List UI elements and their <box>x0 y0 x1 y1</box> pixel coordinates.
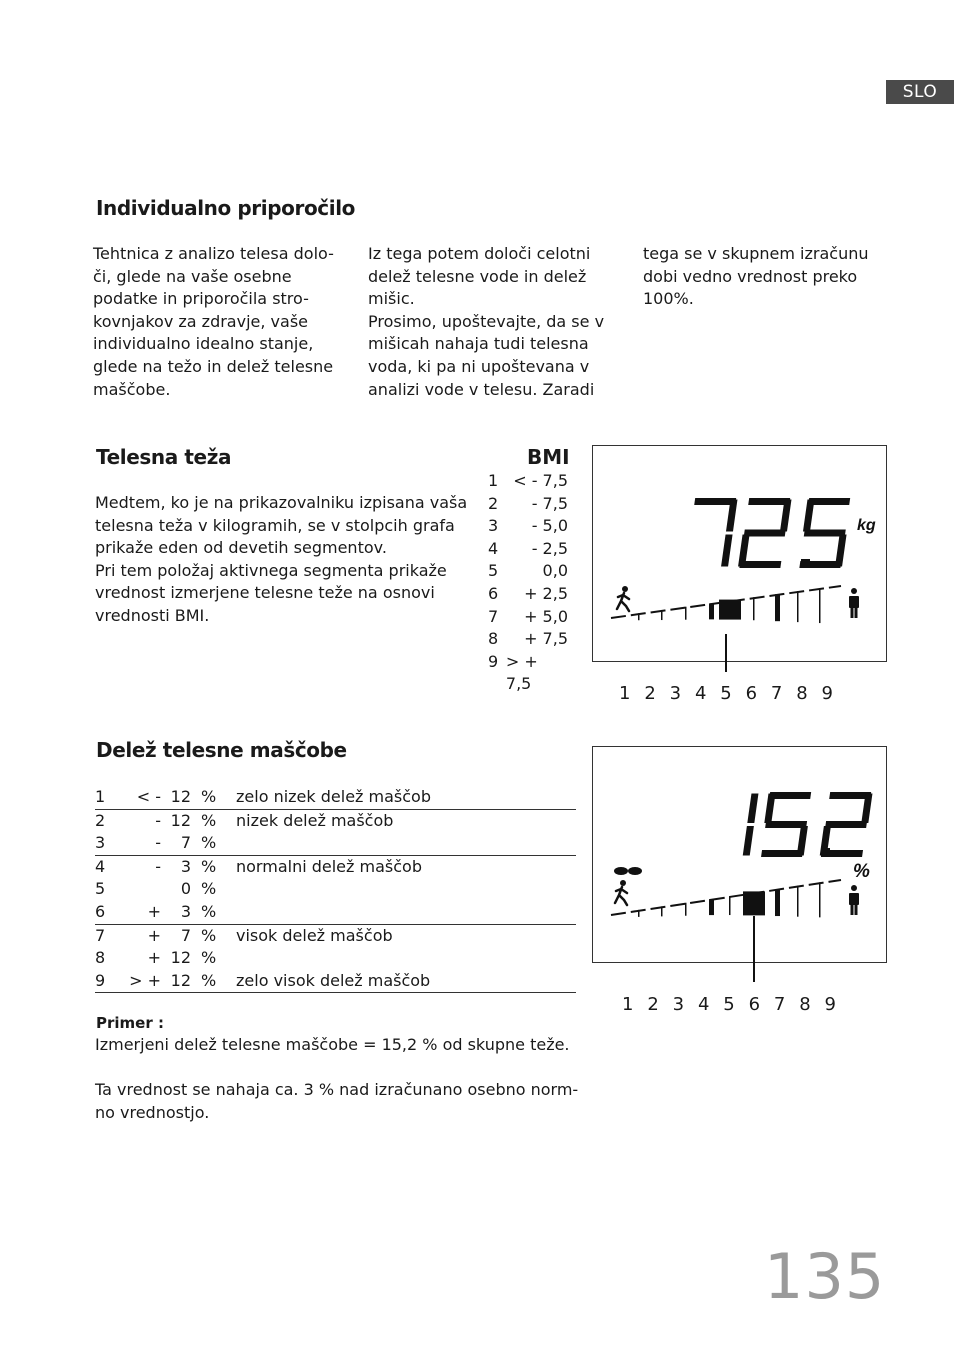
section-title-fat: Delež telesne maščobe <box>96 738 347 762</box>
fat-segment-4: 4 <box>697 994 710 1015</box>
fat-value: 3 <box>180 856 191 876</box>
active-segment <box>719 600 741 620</box>
fat-value: 12 <box>170 810 191 830</box>
segment-bar <box>753 597 755 620</box>
bmi-segment-number: 6 <box>488 583 499 603</box>
fat-sign: + <box>147 925 161 945</box>
segment-bar <box>709 899 714 915</box>
fat-sign: > + <box>129 970 161 990</box>
fat-value: 7 <box>180 833 191 853</box>
fat-blob-icon <box>614 867 628 875</box>
weight-segment-6: 6 <box>745 683 758 704</box>
bmi-segment-number: 7 <box>488 606 499 626</box>
bmi-row <box>488 515 568 538</box>
fat-sign: - <box>155 810 161 830</box>
fat-table-row <box>95 786 576 810</box>
fat-note: Ta vrednost se nahaja ca. 3 % nad izračunano osebno norm- no vrednostjo. <box>95 1080 579 1122</box>
bmi-row <box>488 606 568 629</box>
fat-segment-1: 1 <box>622 994 634 1015</box>
example-line: Izmerjeni delež telesne maščobe = 15,2 % od skupne teže. <box>95 1035 570 1054</box>
standing-person-icon <box>849 588 859 618</box>
fat-segment-3: 3 <box>672 994 685 1015</box>
unit-kg: kg <box>857 517 876 534</box>
lcd-digit-segment <box>747 794 758 824</box>
segment-bar <box>709 603 714 619</box>
fat-segment-number: 1 <box>95 787 106 806</box>
segment-bar <box>775 889 780 916</box>
standing-person-icon <box>849 885 859 915</box>
weight-segment-8: 8 <box>796 683 808 704</box>
weight-segment-2: 2 <box>644 683 656 704</box>
fat-segment-7: 7 <box>773 994 786 1015</box>
active-person-icon <box>617 586 629 611</box>
section-title-recommendation: Individualno priporočilo <box>96 196 355 220</box>
torso <box>849 893 859 905</box>
bmi-row <box>488 651 568 696</box>
weight-display <box>592 445 887 662</box>
weight-lcd-graphic <box>593 446 886 661</box>
weight-segment-5: 5 <box>720 683 732 704</box>
bmi-deviation: - 5,0 <box>531 516 568 536</box>
fat-description: normalni delež maščob <box>236 856 422 876</box>
head <box>851 885 857 891</box>
bmi-deviation: > + 7,5 <box>505 651 538 694</box>
bmi-deviation: - 2,5 <box>531 538 568 558</box>
lcd-digit-segment <box>764 794 775 824</box>
fat-value: 12 <box>170 948 191 968</box>
bmi-deviation: + 2,5 <box>524 583 568 603</box>
weight-description: Medtem, ko je na prikazovalniku izpisana vaša telesna teža v kilogramih, se v stolpcih grafa prikaže eden od devetih segmentov. Pri tem položaj aktivnega segmenta prikaže vrednost izmerjene telesne teže na osnovi vrednosti BMI. <box>95 493 468 625</box>
example-label: Primer : <box>96 1014 164 1032</box>
fat-description: zelo visok delež maščob <box>236 970 431 990</box>
weight-segment-4: 4 <box>694 683 707 704</box>
fat-percent: % <box>201 833 217 853</box>
lcd-digit-segment <box>825 821 867 828</box>
bmi-segment-number: 3 <box>488 516 499 536</box>
fat-segment-number: 9 <box>95 970 106 990</box>
head <box>622 586 628 592</box>
fat-segment-number: 6 <box>95 901 106 921</box>
fat-sign: + <box>147 948 161 968</box>
fat-segment-numbers <box>622 994 836 1015</box>
fat-value: 0 <box>180 879 191 899</box>
fat-sign: + <box>147 901 161 921</box>
fat-table <box>95 786 576 993</box>
fat-value: 3 <box>180 901 191 921</box>
fat-segment-number: 7 <box>95 925 106 945</box>
bmi-deviation: + 5,0 <box>524 606 568 626</box>
lcd-digit-segment <box>808 498 850 505</box>
fat-segment-number: 2 <box>95 810 106 830</box>
fat-segment-8: 8 <box>799 994 811 1015</box>
fat-percent: % <box>201 925 217 945</box>
bmi-segment-number: 8 <box>488 629 499 649</box>
body <box>615 887 627 905</box>
segment-bar <box>638 613 640 620</box>
fat-table-row <box>95 878 576 901</box>
bmi-segment-number: 5 <box>488 561 499 581</box>
leg <box>851 607 854 618</box>
fat-percent: % <box>201 856 217 876</box>
segment-bar <box>661 906 663 916</box>
bmi-row <box>488 538 568 561</box>
fat-table-row <box>95 925 576 948</box>
fat-description: nizek delež maščob <box>236 810 394 830</box>
bmi-deviation: - 7,5 <box>531 493 568 513</box>
weight-segment-9: 9 <box>821 683 833 704</box>
lcd-digit-segment <box>744 530 786 537</box>
weight-segment-3: 3 <box>669 683 682 704</box>
leg <box>855 607 858 618</box>
fat-description: zelo nizek delež maščob <box>236 787 431 806</box>
fat-table-row <box>95 856 576 879</box>
bmi-row <box>488 493 568 516</box>
active-person-icon <box>615 880 627 905</box>
bmi-table <box>488 470 568 696</box>
segment-bar <box>819 588 821 623</box>
recommendation-col2: Iz tega potem določi celotni delež telesne vode in delež mišic. Prosimo, upoštevajte, da se v mišicah nahaja tudi telesna voda, ki pa ni upoštevana v analizi vode v telesu. Zaradi <box>368 244 605 399</box>
bmi-deviation: 0,0 <box>542 561 568 581</box>
segment-bar <box>685 607 687 620</box>
bmi-segment-number: 2 <box>488 493 499 513</box>
head <box>851 588 857 594</box>
leg <box>851 904 854 915</box>
fat-percent: % <box>201 787 217 806</box>
fat-percent: % <box>201 970 217 990</box>
segment-bar <box>685 903 687 916</box>
fat-segment-9: 9 <box>824 994 836 1015</box>
section-title-weight: Telesna teža <box>96 445 232 469</box>
fat-percent: % <box>201 901 217 921</box>
recommendation-col1: Tehtnica z analizo telesa dolo- či, glede na vaše osebne podatke in priporočila stro- kovnjakov za zdravje, vaše individualno idealno stanje, glede na težo in delež telesne maščobe. <box>93 244 334 399</box>
weight-pointer-line <box>725 634 727 672</box>
lcd-digit-segment <box>769 792 811 799</box>
bmi-row <box>488 470 568 493</box>
segment-bar <box>797 886 799 917</box>
fat-segment-5: 5 <box>723 994 735 1015</box>
fat-value: 12 <box>170 970 191 990</box>
language-tag: SLO <box>886 80 954 104</box>
lcd-digit-segment <box>804 530 846 537</box>
weight-segment-1: 1 <box>619 683 631 704</box>
fat-description: visok delež maščob <box>236 925 393 945</box>
bmi-heading: BMI <box>527 445 570 469</box>
fat-segment-6: 6 <box>748 994 761 1015</box>
fat-percent: % <box>201 948 217 968</box>
page-number: 135 <box>764 1240 886 1313</box>
fat-table-row <box>95 901 576 925</box>
lcd-digit-segment <box>721 535 732 567</box>
segment-bar <box>819 882 821 917</box>
bmi-segment-number: 1 <box>488 471 499 490</box>
body <box>617 593 629 611</box>
bmi-segment-number: 9 <box>488 651 499 671</box>
bmi-deviation: + 7,5 <box>524 629 568 649</box>
fat-table-row <box>95 832 576 856</box>
lcd-digit-segment <box>761 850 803 857</box>
recommendation-col3: tega se v skupnem izračunu dobi vedno vrednost preko 100%. <box>643 244 869 309</box>
fat-percent: % <box>201 810 217 830</box>
segment-bar <box>775 594 780 621</box>
bmi-row <box>488 560 568 583</box>
fat-value: 12 <box>170 787 191 806</box>
unit-percent: % <box>853 861 870 882</box>
lcd-digit-segment <box>799 561 841 568</box>
fat-table-row <box>95 970 576 994</box>
fat-segment-number: 4 <box>95 856 106 876</box>
fat-sign: - <box>155 856 161 876</box>
fat-segment-number: 3 <box>95 833 106 853</box>
torso <box>849 596 859 608</box>
lcd-digit-segment <box>743 826 754 856</box>
active-segment <box>743 891 765 915</box>
fat-lcd-graphic <box>593 747 886 962</box>
fat-table-row <box>95 947 576 970</box>
fat-segment-2: 2 <box>647 994 659 1015</box>
bmi-row <box>488 628 568 651</box>
segment-bar <box>661 610 663 620</box>
fat-sign: < - <box>136 787 161 806</box>
weight-segment-numbers <box>619 683 833 704</box>
fat-blob-icon <box>628 867 642 875</box>
fat-sign: - <box>155 833 161 853</box>
fat-segment-number: 5 <box>95 879 106 899</box>
bmi-row <box>488 583 568 606</box>
lcd-digit-segment <box>765 821 807 828</box>
lcd-digit-segment <box>803 500 814 532</box>
fat-value: 7 <box>180 925 191 945</box>
bmi-scale-line <box>611 880 841 915</box>
weight-segment-7: 7 <box>770 683 783 704</box>
fat-segment-number: 8 <box>95 948 106 968</box>
fat-pointer-line <box>753 916 755 982</box>
fat-percent: % <box>201 879 217 899</box>
leg <box>855 904 858 915</box>
fat-display <box>592 746 887 963</box>
segment-bar <box>638 910 640 917</box>
head <box>620 880 626 886</box>
segment-bar <box>797 591 799 622</box>
bmi-segment-number: 4 <box>488 538 499 558</box>
bmi-deviation: < - 7,5 <box>513 471 568 490</box>
fat-table-row <box>95 810 576 833</box>
segment-bar <box>729 896 731 915</box>
